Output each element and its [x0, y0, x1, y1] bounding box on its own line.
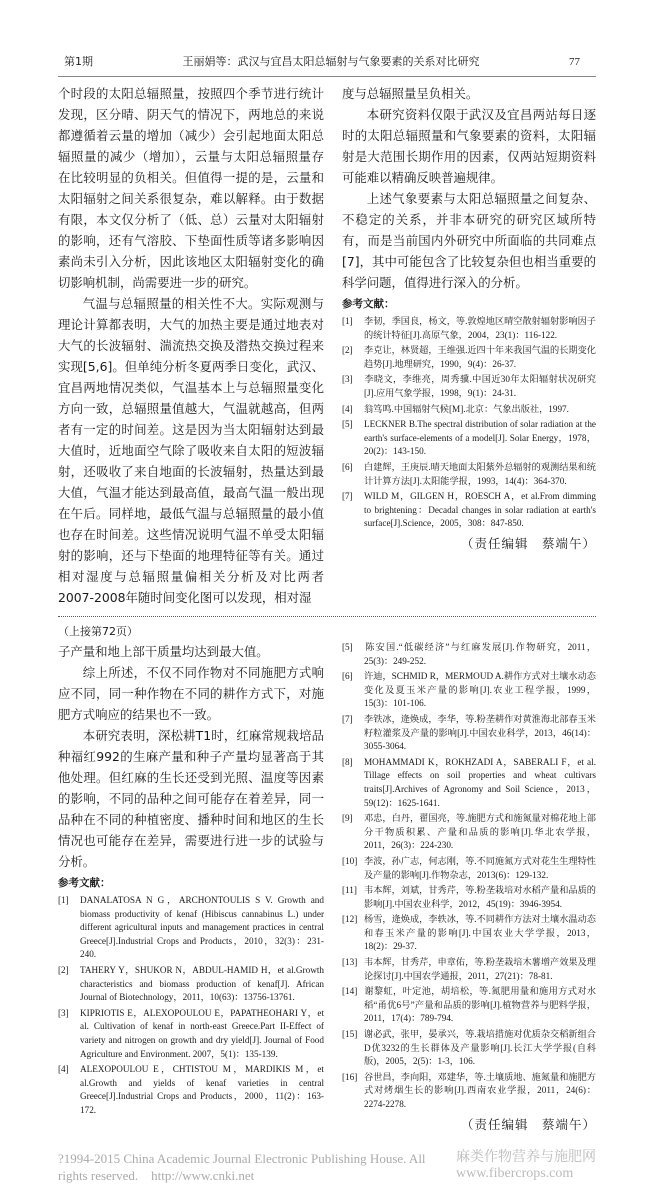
reference-item: [5] 陈安国.“低碳经济”与红麻发展[J].作物研究，2011，25(3)：249-252. [342, 642, 596, 666]
reference-item: [1] DANALATOSA N G，ARCHONTOULIS S V. Growth and biomass productivity of kenaf (Hibiscus cannabinus L.) under different agricultural inputs and management practices in central Greece[J].Industrial Crops and Products，2010，32(3)：231-240. [58, 895, 324, 960]
reference-item: [4] 翁笃鸣.中国辐射气候[M].北京：气象出版社，1997. [342, 403, 569, 414]
reference-item: [10] 李波，孙广志，何志刚，等.不同施氮方式对花生生理特性及产量的影响[J].作物杂志，2013(6)：129-132. [342, 855, 596, 880]
paragraph: 本研究资料仅限于武汉及宜昌两站每日逐时的太阳总辐照量和气象要素的资料，太阳辐射是大范围长期作用的因素，仅两站短期资料可能难以精确反映普遍规律。 [342, 107, 596, 185]
bottom-left-column [58, 623, 324, 1120]
paragraph: 本研究表明，深松耕T1时，红麻常规栽培品种福红992的生麻产量和种子产量均显著高于其他处理。但红麻的生长还受到光照、温度等因素的影响，不同的品种之间可能存在着差异，同一品种在不同的种植密度、播种时间和地区的生长情况也可能存在差异，需要进行进一步的试验与分析。 [58, 728, 324, 869]
top-right-column [342, 83, 596, 553]
reference-item: [7] 李铁冰，逄焕成，李华，等.粉垄耕作对黄淮海北部春玉米籽粒灌浆及产量的影响[J].中国农业科学，2013，46(14)：3055-3064. [342, 713, 596, 752]
running-header [58, 54, 596, 77]
editor-credit: （责任编辑 蔡端午） [460, 535, 596, 551]
reference-item: [13] 韦本辉，甘秀芹，申章佑，等.粉垄栽培木薯增产效果及理论探讨[J].中国农学通报，2011，27(21)：78-81. [342, 957, 596, 981]
watermark-logo: 麻类作物营养与施肥网 www.fibercrops.com [456, 1149, 596, 1181]
reference-item: [6] 白建辉，王庚辰.晴天地面太阳紫外总辐射的观测结果和统计计算方法[J].太阳能学报，1993，14(4)：364-370. [342, 461, 596, 486]
reference-item: [15] 谢必武，张甲，晏承兴，等.栽培措施对优质杂交稻新组合D优3232的生长群体及产量影响[J].长江大学学报(自科版)，2005，2(5)：1-3，106. [342, 1029, 596, 1067]
paragraph: 综上所述，不仅不同作物对不同施肥方式响应不同，同一种作物在不同的耕作方式下，对施肥方式响应的结果也不一致。 [58, 665, 324, 722]
reference-item: [1] 李韧，季国良，杨文，等.敦煌地区晴空散射辐射影响因子的统计特征[J].高原气象，2004，23(1)：116-122. [342, 316, 596, 340]
top-article-end [58, 83, 596, 608]
references-heading: 参考文献： [342, 298, 395, 310]
references-heading: 参考文献： [58, 877, 111, 889]
references-list [342, 315, 596, 531]
article-divider [58, 616, 596, 617]
reference-item: [6] 许迪，SCHMID R，MERMOUD A.耕作方式对土壤水动态变化及夏玉米产量的影响[J].农业工程学报，1999，15(3)：101-106. [342, 671, 596, 709]
paragraph: 个时段的太阳总辐照量，按照四个季节进行统计发现，区分晴、阴天气的情况下，两地总的来说都遵循着云量的增加（减少）会引起地面太阳总辐照量的减少（增加），云量与太阳总辐照量存在比较明显的负相关。但值得一提的是，云量和太阳辐射之间关系很复杂，难以解释。由于数据有限，本文仅分析了（低、总）云量对太阳辐射的影响，还有气溶胶、下垫面性质等诸多影响因素尚未引入分析，因此该地区太阳辐射变化的确切影响机制，尚需要进一步的研究。 [58, 86, 324, 290]
reference-item: [8] MOHAMMADI K，ROKHZADI A，SABERALI F，et al. Tillage effects on soil properties and wheat cultivars traits[J].Archives of Agronomy and Soil Science，2013，59(12)：1625-1641. [342, 756, 596, 808]
paragraph: 气温与总辐照量的相关性不大。实际观测与理论计算都表明，大气的加热主要是通过地表对大气的长波辐射、湍流热交换及潜热交换过程来实现[5,6]。但单纯分析冬夏两季日变化，武汉、宜昌两地情况类似，气温基本上与总辐照量变化方向一致，总辐照量值越大，气温就越高，但两者有一定的时间差。这是因为当太阳辐射达到最大值时，近地面空气除了吸收来自太阳的短波辐射，还吸收了来自地面的长波辐射，热量达到最大值，气温才能达到最高值，最高气温一般出现在午后。同样地，最低气温与总辐照量的最小值也存在时间差。这些情况说明气温不单受太阳辐射的影响，还与下垫面的地理特征等有关。通过相对湿度与总辐照量偏相关分析及对比两者2007-2008年随时间变化图可以发现，相对湿 [58, 296, 324, 605]
reference-item: [5] LECKNER B.The spectral distribution of solar radiation at the earth's surface-elements of a model[J]. Solar Energy，1978，20(2)：143-150. [342, 419, 596, 457]
reference-item: [16] 谷世昌，李向阳，邓建华，等.土壤质地、施氮量和施肥方式对烤烟生长的影响[J].西南农业学报，2011，24(6)：2274-2278. [342, 1071, 596, 1109]
paragraph: 上述气象要素与太阳总辐照量之间复杂、不稳定的关系，并非本研究的研究区域所特有，而是当前国内外研究中所面临的共同难点[7]，其中可能包含了比较复杂但也相当重要的科学问题，值得进行深入的分析。 [342, 191, 596, 290]
reference-item: [9] 邓忠，白丹，翟国亮，等.施肥方式和施氮量对棉花地上部分干物质积累、产量和品质的影响[J].华北农学报，2011，26(3)：224-230. [342, 813, 596, 851]
reference-item: [3] 李晓文，李维亮，周秀骥.中国近30年太阳辐射状况研究[J].应用气象学报，1998，9(1)：24-31. [342, 374, 596, 398]
reference-item: [14] 谢黎虹，叶定池，胡培松，等.氮肥用量和施用方式对水稻“甬优6号”产量和品质的影响[J].植物营养与肥料学报，2011，17(4)：789-794. [342, 986, 596, 1024]
reference-item: [4] ALEXOPOULOU E，CHTISTOU M，MARDIKIS M，et al.Growth and yields of kenaf varieties in central Greece[J].Industrial Crops and Products，2000，11(2)：163-172. [58, 1064, 324, 1115]
reference-item: [2] 李克让，林贤超，王维强.近四十年来我国气温的长期变化趋势[J].地理研究，1990，9(4)：26-37. [342, 345, 596, 369]
references-list [342, 641, 596, 1112]
bottom-right-column [342, 623, 596, 1134]
footer [58, 1150, 596, 1184]
reference-item: [11] 韦本辉，刘斌，甘秀芹，等.粉垄栽培对水稻产量和品质的影响[J].中国农业科学，2012，45(19)：3946-3954. [342, 885, 596, 909]
issue-number: 第1期 [64, 55, 93, 68]
editor-credit: （责任编辑 蔡端午） [460, 1116, 596, 1132]
running-title: 王丽娟等：武汉与宜昌太阳总辐射与气象要素的关系对比研究 [182, 55, 480, 68]
top-left-column [58, 83, 324, 608]
references-list [58, 894, 324, 1118]
reference-item: [12] 杨雪，逄焕成，李轶冰，等.不同耕作方法对土壤水温动态和春玉米产量的影响[J].中国农业大学学报，2013，18(2)：29-37. [342, 914, 596, 952]
page-number: 77 [569, 56, 580, 68]
continued-note: （上接第72页） [58, 625, 138, 638]
bottom-article-end [58, 623, 596, 1134]
copyright-notice: ?1994-2015 China Academic Journal Electronic Publishing House. All rights reserved. http://www.cnki.net [58, 1150, 426, 1183]
paragraph: 度与总辐照量呈负相关。 [342, 86, 479, 101]
paragraph: 子产量和地上部干质量均达到最大值。 [58, 644, 269, 659]
reference-item: [7] WILD M，GILGEN H，ROESCH A，et al.From dimming to brightening：Decadal changes in solar radiation at earth's surface[J].Science，2005，308：847-850. [342, 491, 596, 529]
reference-item: [2] TAHERY Y，SHUKOR N，ABDUL-HAMID H，et al.Growth characteristics and biomass production of kenaf[J]. African Journal of Biotechnology，2011，10(63)：13756-13761. [58, 964, 324, 1003]
reference-item: [3] KIPRIOTIS E，ALEXOPOULOU E，PAPATHEOHARI Y，et al. Cultivation of kenaf in north-east Greece.Part II-Effect of variety and nitrogen on growth and dry yield[J]. Journal of Food Agriculture and Environment. 2007，5(1)：135-139. [58, 1007, 324, 1059]
